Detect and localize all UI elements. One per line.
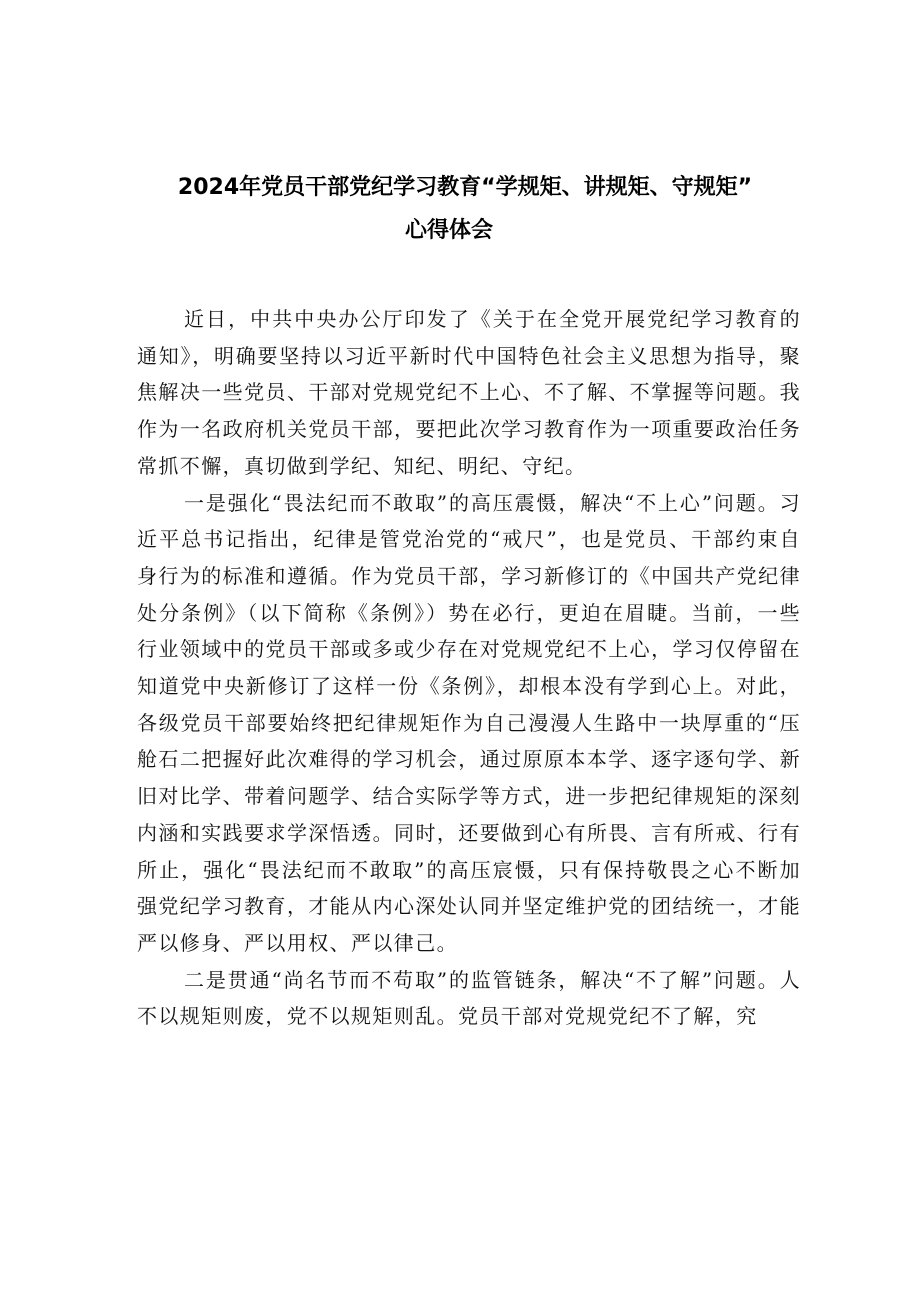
document-title [0,166,920,252]
paragraph-intro: 近日，中共中央办公厅印发了《关于在全党开展党纪学习教育的通知》，明确要坚持以习近平新时代中国特色社会主义思想为指导，聚焦解决一些党员、干部对党规党纪不上心、不了解、不掌握等问题。我作为一名政府机关党员干部，要把此次学习教育作为一项重要政治任务常抓不懈，真切做到学纪、知纪、明纪、守纪。 [137,307,801,478]
title-line-1: 2024年党员干部党纪学习教育“学规矩、讲规矩、守规矩” [177,175,753,200]
paragraph-point-one: 一是强化“畏法纪而不敢取”的高压震慑，解决“不上心”问题。习近平总书记指出，纪律是管党治党的“戒尺”，也是党员、干部约束自身行为的标准和遵循。作为党员干部，学习新修订的《中国共产党纪律处分条例》（以下简称《条例》）势在必行，更迫在眉睫。当前，一些行业领域中的党员干部或多或少存在对党规党纪不上心，学习仅停留在知道党中央新修订了这样一份《条例》，却根本没有学到心上。对此，各级党员干部要始终把纪律规矩作为自己漫漫人生路中一块厚重的“压舱石二把握好此次难得的学习机会，通过原原本本学、逐字逐句学、新旧对比学、带着问题学、结合实际学等方式，进一步把纪律规矩的深刻内涵和实践要求学深悟透。同时，还要做到心有所畏、言有所戒、行有所止，强化“畏法纪而不敢取”的高压宸慑，只有保持敬畏之心不断加强党纪学习教育，才能从内心深处认同并坚定维护党的团结统一，才能严以修身、严以用权、严以律己。 [137,490,801,955]
document-body [137,301,801,1035]
paragraph-point-two: 二是贯通“尚名节而不苟取”的监管链条，解决“不了解”问题。人不以规矩则废，党不以规矩则乱。党员干部对党规党纪不了解，究 [137,967,801,1029]
title-line-2: 心得体会 [405,218,494,243]
